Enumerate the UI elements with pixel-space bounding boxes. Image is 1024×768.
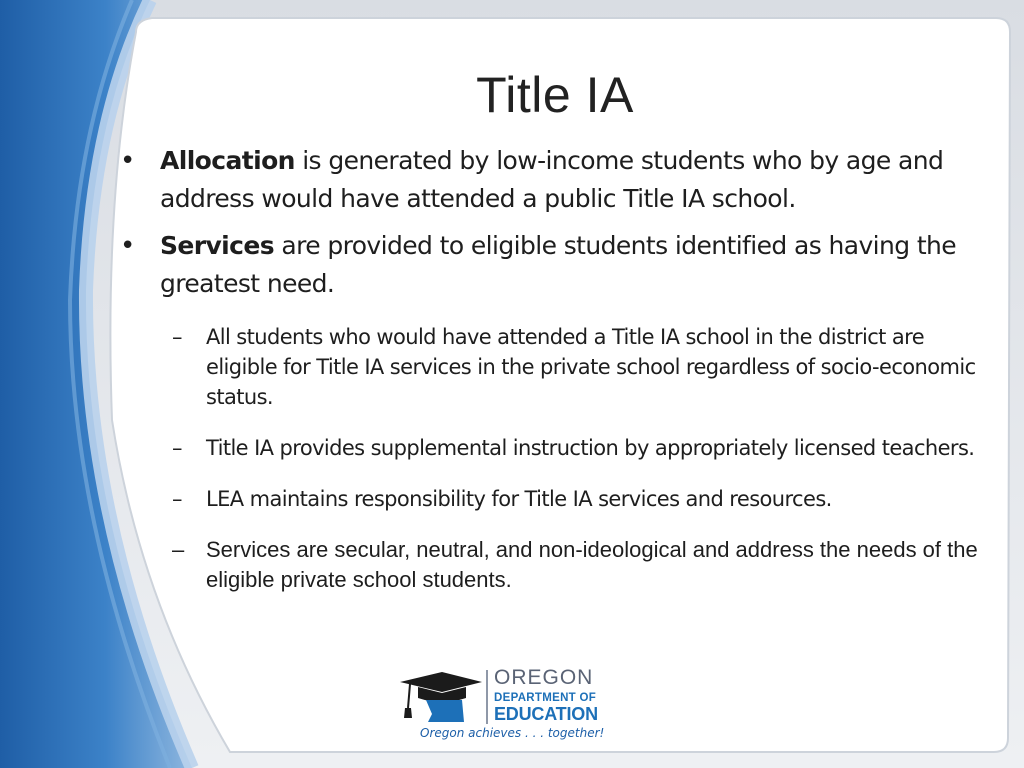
logo-oregon-text: OREGON xyxy=(494,666,594,689)
bullet-text: are provided to eligible students identified as having the greatest need. xyxy=(160,231,957,298)
logo-department-text: DEPARTMENT OF xyxy=(494,692,597,704)
bullet-text: is generated by low-income students who by age and address would have attended a public Title IA school. xyxy=(160,146,944,213)
bullet-lead: Allocation xyxy=(160,146,295,175)
sub-bullet: – Title IA provides supplemental instruction by appropriately licensed teachers. xyxy=(170,433,1000,463)
sub-bullet: – All students who would have attended a Title IA school in the district are eligible for Title IA services in the private school regardless of socio-economic status. xyxy=(170,322,1000,412)
bullet-list xyxy=(112,142,1002,312)
logo-divider xyxy=(486,670,488,724)
sub-bullet: – Services are secular, neutral, and non-ideological and address the needs of the eligible private school students. xyxy=(170,535,1000,595)
bullet-services xyxy=(112,227,1002,303)
logo-tagline: Oregon achieves . . . together! xyxy=(420,726,605,740)
logo-education-text: EDUCATION xyxy=(494,704,598,724)
sub-bullet-list xyxy=(170,322,1000,595)
bullet-lead: Services xyxy=(160,231,275,260)
slide-title: Title IA xyxy=(476,67,634,123)
bullet-allocation xyxy=(112,142,1002,218)
oregon-education-logo xyxy=(396,664,606,748)
sub-bullet: – LEA maintains responsibility for Title IA services and resources. xyxy=(170,484,1000,514)
graduation-cap-icon xyxy=(396,668,484,726)
